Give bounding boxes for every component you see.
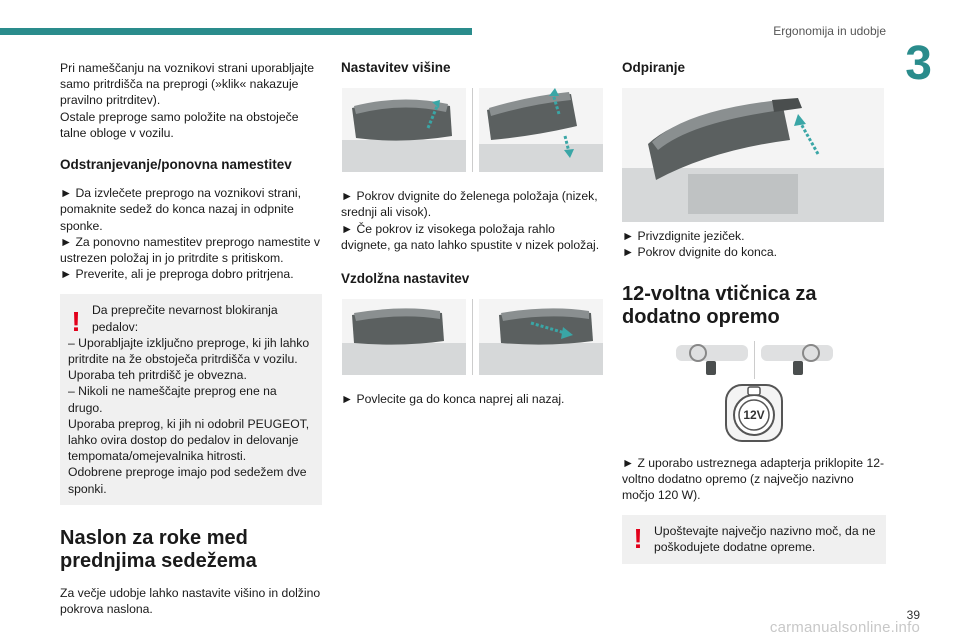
watermark-text: carmanualsonline.info bbox=[769, 619, 920, 636]
dashboard-right-socket-illustration bbox=[761, 341, 833, 379]
column-2 bbox=[341, 60, 603, 407]
warning-line: Odobrene preproge imajo pod sedežem dve sponki. bbox=[68, 465, 307, 496]
bullet-item: ► Povlecite ga do konca naprej ali nazaj. bbox=[341, 392, 565, 407]
bullet-item: ► Če pokrov iz visokega položaja rahlo dvignete, ga nato lahko spustite v nizek položaj. bbox=[341, 221, 600, 252]
page-number: 39 bbox=[906, 608, 920, 622]
longitudinal-adjust-illustration bbox=[341, 299, 603, 375]
armrest-intro-text: Za večje udobje lahko nastavite višino in dolžino pokrova naslona. bbox=[60, 585, 321, 617]
header-accent-bar bbox=[0, 28, 472, 35]
warning-exclamation-icon: ! bbox=[71, 306, 81, 338]
bullet-item: ► Pokrov dvignite do želenega položaja (nizek, srednji ali visok). bbox=[341, 189, 598, 220]
height-adjust-illustration bbox=[341, 88, 603, 172]
armrest-slide-forward-illustration bbox=[479, 299, 603, 375]
chapter-number: 3 bbox=[905, 37, 932, 90]
socket-12v-icon bbox=[724, 383, 784, 443]
warning-line: – Uporabljajte izključno preproge, ki jih lahko pritrdite na že obstoječa pritrdišča v vozilu. Uporaba teh pritrdišč je obvezna. bbox=[68, 335, 310, 383]
column-3 bbox=[622, 60, 886, 564]
section-title: Ergonomija in udobje bbox=[773, 24, 886, 38]
armrest-back-illustration bbox=[342, 299, 466, 375]
bullet-item: ► Privzdignite jeziček. bbox=[622, 229, 745, 244]
column-1 bbox=[60, 60, 322, 617]
bullet-item: ► Z uporabo ustreznega adapterja priklopite 12-voltno dodatno opremo (z največjo nazivno močjo 120 W). bbox=[622, 455, 885, 503]
armrest-open-illustration bbox=[622, 88, 884, 222]
warning-box bbox=[60, 294, 322, 504]
bullet-item: ► Preverite, ali je preproga dobro pritrjena. bbox=[60, 267, 294, 282]
socket-12v-label: 12V bbox=[743, 407, 765, 422]
warning-exclamation-icon: ! bbox=[633, 523, 643, 555]
heading-longitudinal-adjust: Vzdolžna nastavitev bbox=[341, 271, 470, 287]
warning-box bbox=[622, 515, 886, 563]
warning-line: Upoštevajte največjo nazivno moč, da ne poškodujete dodatne opreme. bbox=[654, 524, 876, 555]
intro-text-1: Pri nameščanju na voznikovi strani uporabljajte samo pritrdišča na preprogi (»klik« nakazuje pravilno pritrditev). bbox=[60, 61, 315, 108]
heading-remove-install: Odstranjevanje/ponovna namestitev bbox=[60, 157, 292, 173]
warning-line: Uporaba preprog, ki jih ni odobril PEUGEOT, lahko ovira dostop do pedalov in delovanje tempomata/omejevalnika hitrosti. bbox=[68, 416, 310, 464]
armrest-raise-illustration bbox=[342, 88, 466, 172]
warning-line: Da preprečite nevarnost blokiranja pedalov: bbox=[92, 303, 278, 334]
opening-illustration bbox=[622, 88, 886, 222]
warning-line: – Nikoli ne nameščajte preprog ene na drugo. bbox=[68, 384, 277, 415]
bullet-item: ► Pokrov dvignite do konca. bbox=[622, 245, 778, 260]
section-heading-12v-socket: 12-voltna vtičnica za dodatno opremo bbox=[622, 282, 817, 328]
heading-height-adjust: Nastavitev višine bbox=[341, 60, 451, 75]
section-heading-armrest: Naslon za roke med prednjima sedežema bbox=[60, 526, 257, 572]
heading-opening: Odpiranje bbox=[622, 60, 686, 75]
bullet-item: ► Za ponovno namestitev preprogo namestite v ustrezen položaj in jo pritrdite s pritiskom. bbox=[60, 234, 321, 266]
intro-text-2: Ostale preproge samo položite na obstoječe talne obloge v vozilu. bbox=[60, 109, 299, 140]
bullet-item: ► Da izvlečete preprogo na voznikovi strani, pomaknite sedež do konca nazaj in odpnite sponke. bbox=[60, 186, 302, 233]
dashboard-left-socket-illustration bbox=[676, 341, 748, 379]
armrest-lower-illustration bbox=[479, 88, 603, 172]
socket-location-illustration bbox=[622, 341, 886, 379]
